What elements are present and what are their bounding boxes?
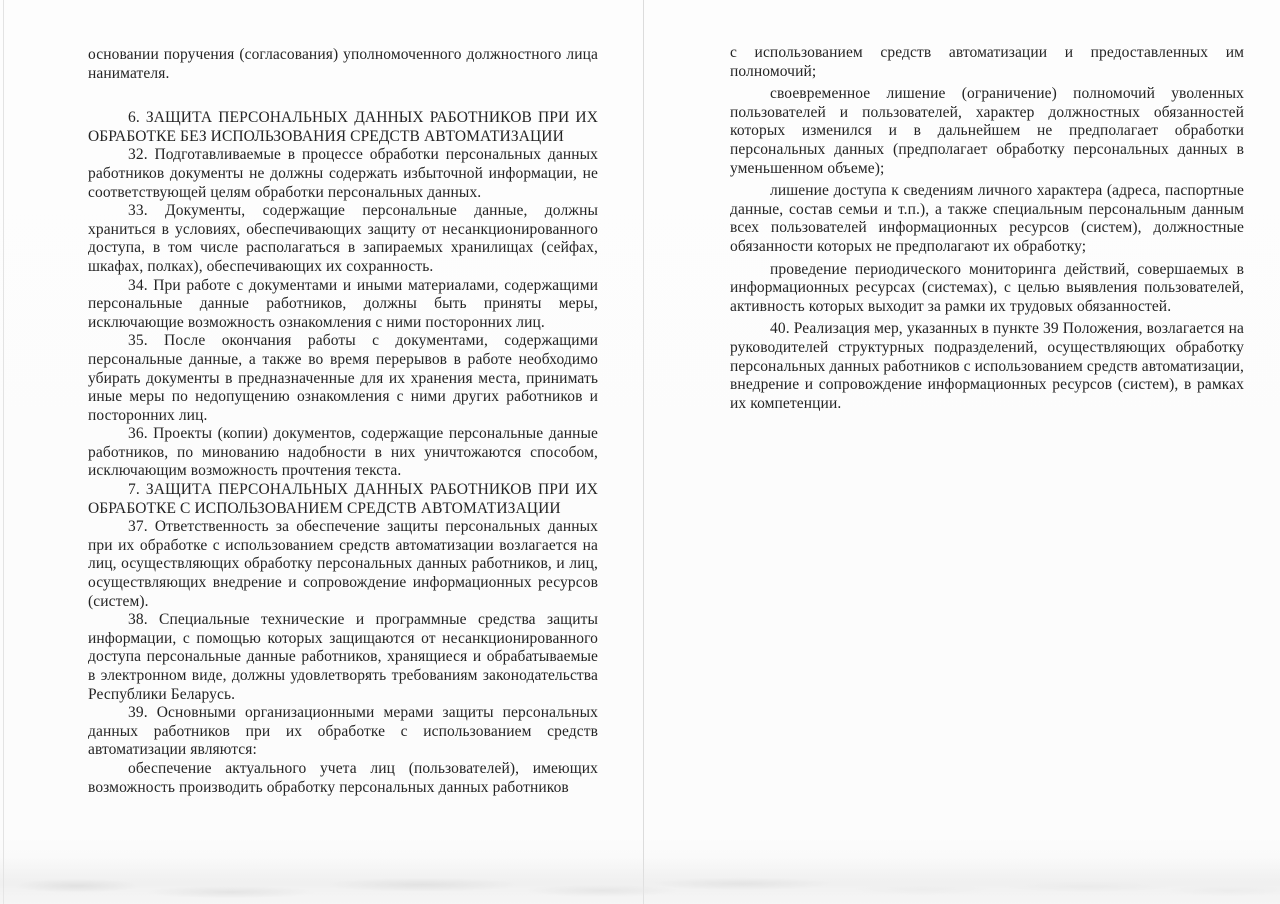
page-edge-line xyxy=(3,0,4,904)
page-fold-divider xyxy=(643,0,644,904)
paragraph: 34. При работе с документами и иными материалами, содержащими персональные данные работников, должны быть приняты меры, исключающие возможность ознакомления с ними посторонних лиц. xyxy=(88,276,598,331)
paragraph: своевременное лишение (ограничение) полномочий уволенных пользователей и пользователей, характер должностных обязанностей которых изменился и в дальнейшем не предполагает обработки персональных данных (предполагает обработку персональных данных в уменьшенном объеме); xyxy=(730,85,1244,177)
section-heading: 6. ЗАЩИТА ПЕРСОНАЛЬНЫХ ДАННЫХ РАБОТНИКОВ ПРИ ИХ ОБРАБОТКЕ БЕЗ ИСПОЛЬЗОВАНИЯ СРЕДСТВ АВТОМАТИЗАЦИИ xyxy=(88,109,598,145)
paragraph: 36. Проекты (копии) документов, содержащие персональные данные работников, по минованию надобности в них уничтожаются способом, исключающим возможность прочтения текста. xyxy=(88,425,598,480)
paragraph: обеспечение актуального учета лиц (пользователей), имеющих возможность производить обработку персональных данных работников xyxy=(88,759,598,796)
paragraph: 37. Ответственность за обеспечение защиты персональных данных при их обработке с использованием средств автоматизации возлагается на лиц, осуществляющих обработку персональных данных работников, и лиц, осуществляющих внедрение и сопровождение информационных ресурсов (систем). xyxy=(88,518,598,610)
paragraph: 39. Основными организационными мерами защиты персональных данных работников при их обработке с использованием средств автоматизации являются: xyxy=(88,704,598,759)
paragraph: 38. Специальные технические и программные средства защиты информации, с помощью которых защищаются от несанкционированного доступа персональные данные работников, хранящиеся и обрабатываемые в электронном виде, должны удовлетворять требованиям законодательства Республики Беларусь. xyxy=(88,611,598,703)
page-right-text xyxy=(730,44,1244,417)
paragraph: 35. После окончания работы с документами, содержащими персональные данные, а также во время перерывов в работе необходимо убирать документы в предназначенные для их хранения места, принимать иные меры по недопущению ознакомления с ними других работников и посторонних лиц. xyxy=(88,332,598,424)
paragraph: лишение доступа к сведениям личного характера (адреса, паспортные данные, состав семьи и т.п.), а также специальным персональным данным всех пользователей информационных ресурсов (систем), должностные обязанности которых не предполагают их обработку; xyxy=(730,182,1244,255)
scan-shadow-bottom xyxy=(0,856,1280,904)
paragraph: основании поручения (согласования) уполномоченного должностного лица нанимателя. xyxy=(88,46,598,82)
paragraph: 40. Реализация мер, указанных в пункте 39 Положения, возлагается на руководителей структурных подразделений, осуществляющих обработку персональных данных работников с использованием средств автоматизации, внедрение и сопровождение информационных ресурсов (систем), в рамках их компетенции. xyxy=(730,320,1244,412)
paragraph: проведение периодического мониторинга действий, совершаемых в информационных ресурсах (системах), с целью выявления пользователей, активность которых выходит за рамки их трудовых обязанностей. xyxy=(730,260,1244,315)
page-left-text xyxy=(88,46,598,797)
section-heading: 7. ЗАЩИТА ПЕРСОНАЛЬНЫХ ДАННЫХ РАБОТНИКОВ ПРИ ИХ ОБРАБОТКЕ С ИСПОЛЬЗОВАНИЕМ СРЕДСТВ АВТОМАТИЗАЦИИ xyxy=(88,481,598,517)
paragraph: 33. Документы, содержащие персональные данные, должны храниться в условиях, обеспечивающих защиту от несанкционированного доступа, в том числе располагаться в запираемых хранилищах (сейфах, шкафах, полках), обеспечивающих их сохранность. xyxy=(88,202,598,275)
paragraph: с использованием средств автоматизации и предоставленных им полномочий; xyxy=(730,44,1244,80)
paragraph: 32. Подготавливаемые в процессе обработки персональных данных работников документы не должны содержать избыточной информации, не соответствующей целям обработки персональных данных. xyxy=(88,146,598,201)
